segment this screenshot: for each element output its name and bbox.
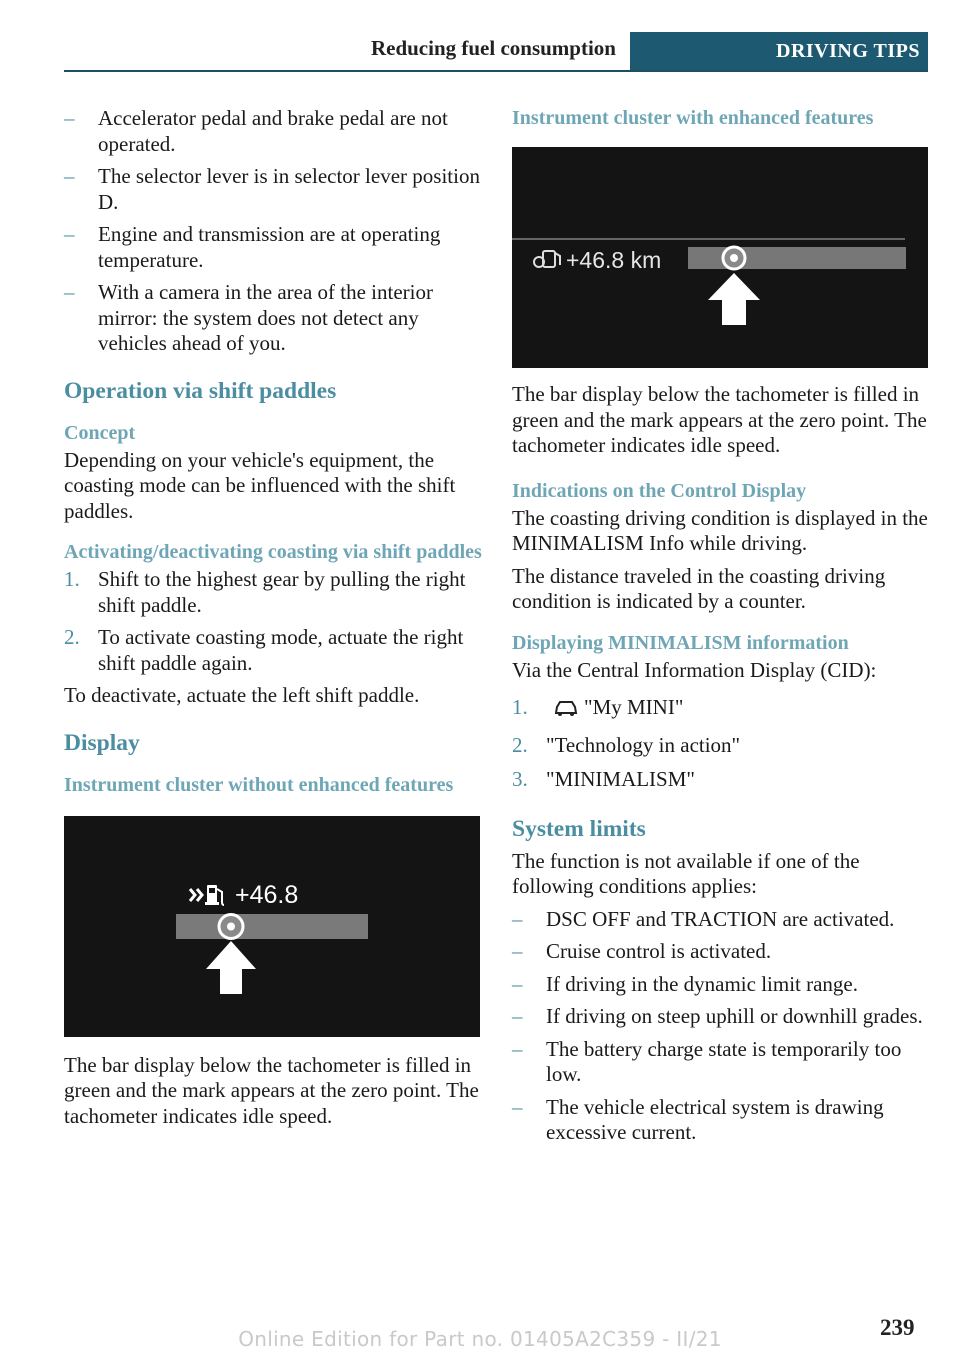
footer-edition: Online Edition for Part no. 01405A2C359 - II/21: [238, 1327, 722, 1351]
step-number: 2.: [64, 625, 80, 649]
up-arrow-icon: [708, 273, 760, 325]
heading-display: Display: [64, 729, 140, 756]
page-number: 239: [880, 1315, 915, 1340]
step-number: 2.: [512, 732, 528, 757]
deactivate-paragraph: To deactivate, actuate the left shift paddle.: [64, 683, 420, 707]
via-cid-paragraph: Via the Central Information Display (CID):: [512, 657, 877, 682]
dash-marker: –: [512, 939, 523, 963]
cluster-enhanced-graphic: [512, 147, 928, 368]
heading-indications: Indications on the Control Display: [512, 479, 807, 502]
step-number: 1.: [512, 695, 528, 719]
dash-marker: –: [64, 164, 75, 188]
left-column: [64, 106, 482, 1136]
list-item: [512, 907, 930, 933]
heading-operation: Operation via shift paddles: [64, 377, 337, 404]
bar-description-left: The bar display below the tachometer is filled in green and the mark appears at the zero point. The tachometer indicates idle speed.: [64, 1052, 479, 1128]
step-number: 1.: [64, 567, 80, 591]
conditions-list: [64, 106, 482, 357]
list-item: [512, 1037, 930, 1088]
cluster-value: +46.8: [235, 880, 299, 909]
list-item: [64, 280, 482, 357]
dash-marker: –: [512, 1004, 523, 1028]
dash-marker: –: [64, 280, 75, 304]
bar-description-right: The bar display below the tachometer is filled in green and the mark appears at the zero point. The tachometer indicates idle speed.: [512, 382, 927, 457]
heading-displaying-minimalism: Displaying MINIMALISM information: [512, 631, 849, 654]
limits-intro: The function is not available if one of the following conditions applies:: [512, 848, 860, 898]
list-item-text: With a camera in the area of the interior mirror: the system does not detect any vehicles ahead of you.: [98, 280, 433, 355]
list-item: [512, 1004, 930, 1030]
list-item: [512, 733, 930, 759]
list-item-text: "My MINI": [584, 695, 684, 719]
heading-with-enhanced: Instrument cluster with enhanced features: [512, 107, 874, 129]
heading-without-enhanced: Instrument cluster without enhanced features: [64, 773, 454, 796]
dash-marker: –: [512, 971, 523, 996]
limits-list: [512, 907, 930, 1146]
progress-bar: [176, 914, 368, 939]
fuel-pump-icon: [534, 251, 560, 267]
progress-bar: [688, 247, 906, 269]
instrument-cluster-enhanced-image: [512, 147, 928, 368]
list-item-text: Accelerator pedal and brake pedal are not operated.: [98, 106, 448, 156]
heading-system-limits: System limits: [512, 815, 646, 842]
list-item-text: "Technology in action": [546, 732, 741, 757]
list-item-text: Engine and transmission are at operating temperature.: [98, 222, 441, 272]
chevron-icon: [190, 889, 202, 901]
list-item-text: The vehicle electrical system is drawing excessive current.: [546, 1094, 884, 1144]
heading-concept: Concept: [64, 421, 136, 444]
cid-steps: [512, 695, 930, 793]
up-arrow-icon: [206, 941, 256, 994]
header-rule: [64, 70, 928, 72]
dash-marker: –: [64, 222, 75, 246]
dash-marker: –: [512, 1094, 523, 1119]
dash-marker: –: [512, 906, 523, 931]
list-item: [512, 767, 930, 793]
cluster-graphic: [64, 816, 480, 1037]
concept-paragraph: Depending on your vehicle's equipment, the coasting mode can be influenced with the shift paddles.: [64, 447, 456, 523]
list-item: [64, 567, 482, 618]
cluster-value: +46.8 km: [566, 247, 662, 273]
car-icon: [554, 698, 578, 724]
dash-marker: –: [64, 106, 75, 130]
list-item: [64, 164, 482, 215]
list-item-text: "MINIMALISM": [546, 767, 695, 791]
activation-steps: [64, 567, 482, 676]
fuel-pump-icon: [205, 885, 224, 905]
list-item-text: DSC OFF and TRACTION are activated.: [546, 906, 895, 931]
list-item-text: The battery charge state is temporarily too low.: [546, 1036, 902, 1086]
heading-activating: Activating/deactivating coasting via shift paddles: [64, 541, 482, 563]
list-item-text: To activate coasting mode, actuate the right shift paddle again.: [98, 625, 464, 675]
header-chapter-tab: DRIVING TIPS: [630, 32, 928, 70]
indications-paragraph-1: The coasting driving condition is displayed in the MINIMALISM Info while driving.: [512, 505, 928, 555]
list-item: [512, 939, 930, 965]
list-item-text: If driving in the dynamic limit range.: [546, 971, 859, 996]
list-item: [64, 222, 482, 273]
list-item: [512, 972, 930, 998]
list-item-text: Shift to the highest gear by pulling the right shift paddle.: [98, 567, 466, 617]
indications-paragraph-2: The distance traveled in the coasting driving condition is indicated by a counter.: [512, 563, 886, 613]
list-item: [512, 695, 930, 724]
list-item: [64, 106, 482, 157]
list-item-text: If driving on steep uphill or downhill grades.: [546, 1004, 923, 1028]
right-column: [512, 106, 930, 1153]
list-item: [64, 625, 482, 676]
dash-marker: –: [512, 1036, 523, 1061]
list-item-text: Cruise control is activated.: [546, 939, 772, 963]
list-item-text: The selector lever is in selector lever position D.: [98, 164, 480, 214]
header-section-title: Reducing fuel consumption: [370, 36, 616, 60]
list-item: [512, 1095, 930, 1146]
instrument-cluster-image: [64, 816, 480, 1037]
step-number: 3.: [512, 767, 528, 791]
